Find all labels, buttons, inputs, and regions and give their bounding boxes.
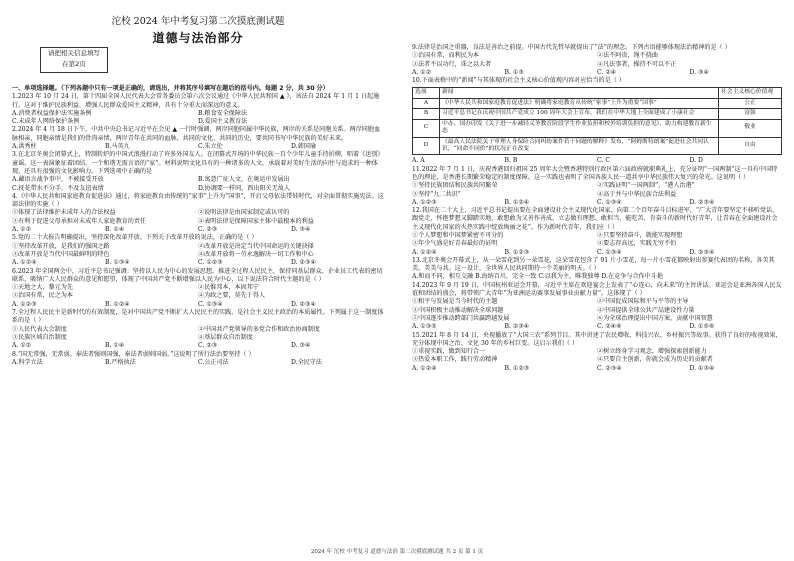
table-header-cell: 选项 — [413, 88, 440, 98]
table-header-row — [413, 88, 782, 98]
answer-choice: C. ①③④ — [198, 300, 223, 308]
option: ①人民代表大会制度 — [12, 325, 67, 333]
question-stem: 4.《中华人民共和国家庭教育促进法》通过，将家庭教育由传统的“家事”上升为“国事”，开启父母依法带娃时代，对全面贯彻实施宪法。这部法律的实施（ ） — [12, 192, 384, 209]
question-stem: 10.下面表格中的“新闻”与其体现的社会主义核心价值观内容对应恰当的是（ ） — [412, 77, 625, 85]
answer-choice: B. ②③④ — [504, 323, 530, 331]
answer-choice: A. ①②③ — [412, 198, 437, 206]
answer-choice: D. ③④ — [291, 342, 311, 350]
answer-choice: A. ①②④ — [412, 248, 437, 256]
question-stem: 3.在北京冬奥会闭幕式上，特制转炉的中国式浪漫打动了许多外国友人。在闭幕式开场的中华民族一百个少年儿童手持折柳，唱着《送别》童谣。这一表演象征着团结，一个和谐无需言语的“家”。材料说明文化具有的一种诸多的人文，承载着对美好生活的向往与追求的一种体现，还具有很强的文化影响力。下列选项中正确的是 — [12, 151, 384, 175]
info-note-line: 在第2页 — [62, 60, 86, 68]
answer-choice: C. ②③ — [198, 342, 218, 350]
option: ①天地之大，黎元为先 — [12, 284, 73, 292]
question-options — [412, 232, 782, 249]
option: ④为政之要，莫先于得人 — [198, 292, 266, 300]
answer-choice: C. ②④⑥ — [597, 323, 622, 331]
answer-choice: D. D — [689, 157, 703, 165]
answer-choice: A. ①③⑤ — [412, 323, 437, 331]
table-cell: 《中华人民共和国家庭教育促进法》明确将家庭教育从传统“家事”上升为重要“国事” — [440, 98, 719, 108]
option: ①个人梦想和中国梦紧密不可分的 — [412, 232, 504, 239]
answer-choice: A. A — [412, 157, 425, 165]
question-options — [12, 243, 384, 260]
table-cell: B — [413, 109, 440, 119]
option: ⑥为全球治理提出中国方案，贡献中国智慧 — [597, 314, 713, 322]
option: C.抚花带水不分手，不及友谊表情 — [12, 184, 104, 192]
question-stem: 2.2024 年 4 月 18 日下午，中共中央总书记习近平在会见 ▲ 一行时强调，两岸同胞同属中华民族，两岸的关系是同胞关系。两岸同胞血脉相亲，同胞亲情是我们的骨肉亲情，两岸青年在共同的血脉、共同的文化、共同的历史，要共同书写中华民族的美好未来。 — [12, 126, 381, 142]
option: B.严格执法 — [105, 358, 136, 366]
table-cell: 富强 — [719, 109, 782, 119]
answer-choice: C. ②③④ — [597, 364, 622, 372]
answer-choice: B. ①③④ — [105, 259, 130, 267]
answer-choice: B. ①②③ — [504, 248, 530, 256]
option: ④表明法律是保障国家主体中最根本的利益 — [198, 217, 314, 225]
table-row — [413, 137, 782, 155]
option: ②改革开放是决定当代中国命运的关键抉择 — [198, 242, 314, 250]
page-title: 道德与法治部分 — [152, 31, 244, 45]
answer-choice: B. ①②④ — [105, 300, 130, 308]
option: ②实践证明“一国两制”，“港人治港” — [597, 182, 695, 190]
question-stem: 1.2023 年 10 月 24 日，第十四届全国人民代表大会常务委员会第六次会议通过《中华人民共和国 ▲ 》，该法自 2024 年 1 月 1 日起施行。这对于维护民族利益，增强人民群众爱国主义精神，具有十分重大而深远的意义。 — [12, 93, 380, 109]
option: D.爱国主义教育法 — [198, 118, 248, 126]
answer-choice: D. ③④ — [291, 226, 311, 234]
option: C.未成年人网络保护条例 — [12, 118, 80, 126]
answer-choice: B. ①④ — [105, 342, 125, 350]
table-cell: 中办、国办印发《关于进一步减轻义务教育阶段学生作业负担和校外培训负担的意见》，助力构建教育新生态 — [440, 119, 719, 137]
question-stem: 11.2022 年 7 月 1 日，庆祝香港回归祖国 25 周年大会暨香港特别行政区第六届政府就职典礼上，充分证明“一国两制”这一具有中国特色的理论，是香港长期繁荣稳定的制度保障。这一实践也表明了全国各族人民一道共享中华民族伟大复兴的荣光。这说明（ ） — [412, 165, 778, 181]
table-cell: 习近平总书记在庆祝中国共产党成立 100 周年大会上宣布，我们在中华大地上全面建成了小康社会 — [440, 109, 719, 119]
option: A.科学立法 — [12, 358, 43, 366]
question-options — [12, 359, 384, 367]
option: ②中国共产党领导的多党合作和政治协商制度 — [198, 325, 320, 333]
option: ①体现了法律维护未成年人的合法权益 — [12, 209, 116, 217]
option: ⑤中国逐步推动跨部门共赢跨越发展 — [412, 314, 510, 322]
answer-choice: D. ②③④ — [689, 198, 715, 206]
option: ④改革开放将一劳永逸解决一切工作和中心 — [198, 250, 314, 258]
option: B.粮食安全保障法 — [198, 109, 248, 117]
table-cell: A — [413, 98, 440, 108]
option: A.消费者权益保护法实施条例 — [12, 109, 92, 117]
answer-choice: C. ①②③ — [198, 259, 223, 267]
option: D.协调要一样同，西出阳关无故人 — [198, 184, 290, 192]
table-cell: 公正 — [719, 98, 782, 108]
question-options-line: A.和而不同，相互交融 B.海纳百川，完全一致 C.以我为主，唯我独尊 D.在竞争与合作中斗艳 — [412, 273, 663, 281]
option: ①坚持民族团结和民族共同繁荣 — [412, 182, 498, 190]
table-cell: C — [413, 119, 440, 137]
question-options — [412, 298, 782, 323]
table-row — [413, 109, 782, 119]
answer-choice: A. ①② — [12, 342, 32, 350]
option: ③民族区域自治制度 — [12, 333, 67, 341]
question-options — [412, 182, 782, 199]
option: ④基层群众自治制度 — [198, 333, 253, 341]
answer-choice: B. ①④ — [105, 226, 125, 234]
option: ③法者不以功行，诛之以大者 — [412, 60, 492, 68]
table-header-cell: 新闻 — [440, 88, 719, 98]
option: ③有利于促进父母承担对未成年人家庭教育的责任 — [12, 217, 147, 225]
option: A.藏语言战争事中，不被接受开放 — [12, 176, 104, 184]
question-options — [12, 326, 384, 343]
answer-choice: D. ②③④ — [291, 300, 316, 308]
answer-choice: D. ②③④ — [291, 259, 316, 267]
question-stem: 14.2023 年 9 月 19 日，中国杭州亚运会开幕，习近平主席在欢迎宴会上发表了“心连心，向未来”的主旨讲话。亚运会是亚洲各国人民友谊和团结的盛会，将带领广大青年“为亚洲运动赛事发展事业贡献力量”。这体现了（ ） — [412, 281, 782, 298]
section-heading: 一、单项选择题。（下列各题中只有一项是正确的，请选出，并将其序号填写在题后的括号内。每题 2 分，共 30 分） — [12, 85, 329, 92]
answer-choices — [412, 249, 782, 257]
table-header-cell: 社会主义核心价值观 — [719, 88, 782, 98]
question-stem: 5.党的二十大报告明确提出，坚持深化改革开放。下列关于改革开放的说法，正确的是（ ） — [12, 234, 258, 242]
option: ④中国提供全球公共产品建设性力量 — [597, 306, 695, 314]
table-row — [413, 98, 782, 108]
option: ①坚持改革开放，是我们的强国之路 — [12, 242, 110, 250]
option: ③年少气盛是好青春最好的证明 — [412, 240, 498, 248]
option: D.韩国瑜 — [291, 143, 316, 151]
option: ②只要坚持奋斗，就能实现理想 — [597, 232, 683, 239]
answer-choice: D. ③④ — [689, 68, 709, 76]
answer-choice: D. ①⑤⑥ — [689, 323, 715, 331]
option: C.朱立伦 — [198, 143, 223, 151]
answer-choice: D. ①③④ — [689, 364, 715, 372]
table-row — [413, 119, 782, 137]
table-cell: D — [413, 137, 440, 155]
answer-choice: A. ①②④ — [412, 364, 437, 372]
answer-choice: A. ①② — [12, 226, 32, 234]
answer-choices — [412, 69, 782, 77]
option: ②法不阿贵，绳不挠曲 — [597, 52, 658, 60]
info-note-line: 请把相关信息填写 — [48, 49, 100, 57]
question-stem: 7.全过程人民民主是新时代的有效制度，是对中国共产党不断扩大人民民主的实践，是社会主义民主政治的本质属性。下列属于这一制度体系的是（ ） — [12, 309, 384, 325]
answer-choice: D. ②③④ — [689, 248, 715, 256]
answer-choice: B. ①③ — [504, 68, 524, 76]
option: ①治国有常，而利民为本 — [412, 52, 480, 60]
table-cell: 敬业 — [719, 119, 782, 137]
question-stem: 15.2021 年 8 月 14 日，央视播放了“大国三农”系列节目。其中讲述了农民增收、科技兴农、乡村振兴等故事。获得了良好的收视效果，充分体现中国之治、文化 30 年的乡村巨变。这启示我们（ ） — [412, 331, 782, 347]
answer-choice: A. ①② — [412, 68, 432, 76]
option: ②树立终身学习观念，增强探索创新能力 — [597, 348, 707, 356]
answer-choices — [12, 342, 384, 350]
table-cell: 自由 — [719, 137, 782, 155]
option: ③热爱本职工作，践行劳动精神 — [412, 356, 498, 364]
option: ④高于并与中华民族合法利益 — [597, 190, 677, 198]
option: ③中国积极主动推动解决全球问题 — [412, 306, 504, 314]
question-stem: 6.2023 年全国两会中，习近平总书记强调：坚持以人民为中心的发展思想，推进全过程人民民主，保持同基层群众、企业员工代表的密切联系，吸纳广大人民群众的意见和愿望，体现了中国共产党不断增强以人民为中心，以下说法符合时代主题的是（ ） — [12, 267, 383, 283]
option: ④凡法事者，操持不可以不正 — [597, 60, 677, 68]
answer-choice: C. ②③ — [198, 226, 218, 234]
answer-choice: B. B — [504, 157, 518, 165]
answer-choice: A. ①②④ — [12, 259, 37, 267]
option: ②民惟邦本，本固邦宁 — [198, 284, 259, 292]
question-options — [12, 284, 384, 301]
option: ①重视实践，做到知行合一 — [412, 348, 486, 356]
option: ④只要自主创新，你就会成为历史的贡献者 — [597, 356, 713, 364]
option: ②说明法律是由国家制定或认可的 — [198, 209, 290, 217]
option: A.洪秀柱 — [12, 143, 37, 151]
answer-choice: B. ①②③ — [504, 364, 530, 372]
answer-choice: B. ①②④ — [504, 198, 530, 206]
answer-choices — [412, 199, 782, 207]
answer-choice: C. ②④ — [597, 68, 617, 76]
question-stem: 9.法律是治国之重器，良法是善治之前提。中国古代先哲早就提出了“法”的理念。下列古语能够体现法治精神的是（ ） — [412, 44, 731, 51]
question-options — [412, 52, 782, 69]
question-stem: 8.“国无常强，无常弱。奉法者强则国强，奉法者弱则国弱。”这说明了所行法治要坚持（ ） — [12, 350, 255, 358]
option: ③改革开放是当代中国最鲜明的特色 — [12, 250, 110, 258]
question-options — [12, 209, 384, 226]
option: B.寓意广征人文，在奥运中发展出 — [198, 176, 290, 184]
question-options — [12, 176, 384, 193]
question-options — [12, 110, 384, 127]
option: ③治国有常，民之为本 — [12, 292, 73, 300]
answer-choice: A. ①②③ — [12, 300, 37, 308]
option: D.全民守法 — [291, 358, 322, 366]
answer-choices — [12, 301, 384, 309]
option: B.马英九 — [105, 143, 130, 151]
answer-choices — [412, 365, 782, 373]
option: ③坚持“九二共识” — [412, 190, 461, 198]
option: ④要志存高远，实践无穷不怕 — [597, 240, 677, 248]
question-stem: 12.我国在二十大上，习近平总书记提出要在全面建设社会主义现代化国家、向第二个百年奋斗目标进军，“广大青年要坚定不移听党话、跟党走，怀抱梦想又脚踏实地，敢想敢为又善作善成，立志做有理想、敢担当、能吃苦、肯奋斗的新时代好青年，让青春在全面建设社会主义现代化国家的火热实践中绽放绚丽之花”。作为新时代青年，我们应（ ） — [412, 207, 779, 231]
answer-choices — [412, 323, 782, 331]
table-cell: 《最高人民法院关于审理人身保险合同纠纷案件若干问题的解释》发布，“阿姆斯特朗案”促进社会共同认识，“同命不同价”的状况正在改变 — [440, 137, 719, 155]
answer-choice: C. C — [597, 157, 610, 165]
option: C.公正司法 — [198, 358, 229, 366]
answer-choices — [12, 259, 384, 267]
question-stem: 13.北京冬奥会开幕式上，从一朵雪花到另一朵雪花，这朵雪花包含了 91 片小雪花，每一片小雪花都映射出参赛代表团的名称，各美其美，美美与共。这一设计，全世界人民共同期待一个美丽的明天。（ ） — [412, 256, 775, 273]
news-values-table — [412, 87, 782, 155]
info-note-box — [40, 47, 108, 73]
page-footer: 2024 年 沱校 中考复习 道德与法治 第二次摸底测试题 共 2 页 第 1 页 — [310, 549, 484, 555]
option: ①和平与发展是当今时代的主题 — [412, 298, 498, 306]
answer-choice: C. ①③④ — [597, 248, 622, 256]
question-options — [412, 348, 782, 365]
option: ②中国促成国际和平与平等的主导 — [597, 298, 689, 306]
answer-choices — [412, 157, 782, 165]
exam-header: 沱校 2024 年中考复习第二次摸底测试题 — [111, 16, 285, 27]
answer-choice: C. ①③④ — [597, 198, 622, 206]
